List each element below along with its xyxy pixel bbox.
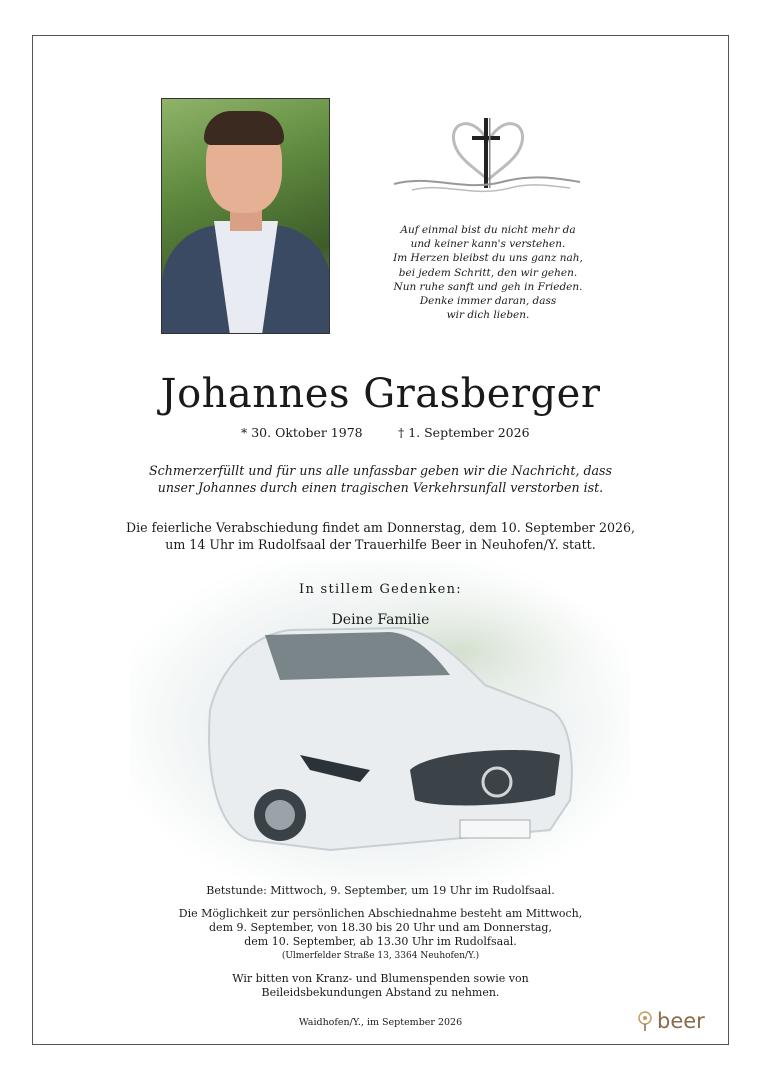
- prayer-text: [80, 884, 681, 898]
- announcement-line: unser Johannes durch einen tragischen Verkehrsunfall verstorben ist.: [157, 480, 604, 495]
- poem-line: bei jedem Schritt, den wir gehen.: [398, 266, 578, 279]
- birth-date: * 30. Oktober 1978: [241, 425, 363, 440]
- memorial-heading: In stillem Gedenken:: [299, 582, 462, 597]
- deceased-name: Johannes Grasberger: [160, 371, 601, 417]
- logo-text: beer: [657, 1009, 705, 1033]
- request-text: [80, 972, 681, 1000]
- announcement-text: [80, 462, 681, 496]
- viewing-line: dem 9. September, von 18.30 bis 20 Uhr und am Donnerstag,: [209, 921, 552, 934]
- flower-icon: [636, 1010, 654, 1032]
- poem-line: Auf einmal bist du nicht mehr da: [400, 224, 576, 236]
- ceremony-line: um 14 Uhr im Rudolfsaal der Trauerhilfe Beer in Neuhofen/Y. statt.: [165, 537, 596, 552]
- prayer-line: Betstunde: Mittwoch, 9. September, um 19 Uhr im Rudolfsaal.: [206, 884, 555, 897]
- poem-line: und keiner kann's verstehen.: [410, 238, 566, 251]
- address-line: (Ulmerfelder Straße 13, 3364 Neuhofen/Y.): [281, 951, 480, 961]
- viewing-line: dem 10. September, ab 13.30 Uhr im Rudolfsaal.: [244, 935, 517, 948]
- poem-line: Im Herzen bleibst du uns ganz nah,: [393, 252, 583, 265]
- death-date: † 1. September 2026: [398, 425, 530, 440]
- request-line: Beileidsbekundungen Abstand zu nehmen.: [261, 986, 500, 999]
- viewing-line: Die Möglichkeit zur persönlichen Abschiednahme besteht am Mittwoch,: [178, 907, 583, 920]
- poem-line: Nun ruhe sanft und geh in Frieden.: [393, 280, 583, 293]
- family-signature: Deine Familie: [331, 612, 430, 628]
- ceremony-line: Die feierliche Verabschiedung findet am Donnerstag, dem 10. September 2026,: [125, 520, 635, 535]
- ceremony-text: [80, 519, 681, 553]
- car-photo: [130, 560, 630, 890]
- cross-heart-icon: [392, 112, 582, 200]
- footer-place-date: Waidhofen/Y., im September 2026: [298, 1017, 463, 1028]
- portrait-photo: [161, 98, 330, 334]
- announcement-line: Schmerzerfüllt und für uns alle unfassbar geben wir die Nachricht, dass: [149, 463, 612, 478]
- memorial-poem: [366, 223, 610, 322]
- poem-line: wir dich lieben.: [446, 309, 530, 322]
- poem-line: Denke immer daran, dass: [419, 295, 557, 308]
- request-line: Wir bitten von Kranz- und Blumenspenden sowie von: [232, 972, 529, 985]
- viewing-text: [80, 907, 681, 963]
- beer-logo: [636, 1008, 705, 1034]
